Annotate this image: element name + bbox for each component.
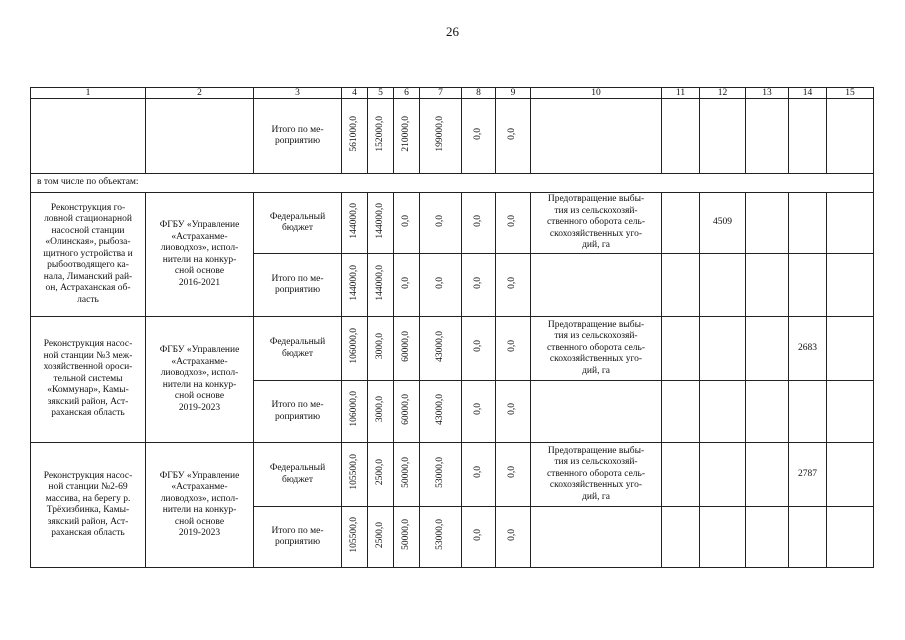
cell-c5: [368, 443, 394, 507]
cell-c6: [394, 193, 420, 254]
cell-c11: [662, 507, 700, 568]
cell-c14: [789, 381, 827, 443]
cell-c8: [462, 317, 496, 381]
cell-c8-text: 0,0: [472, 403, 483, 416]
cell-c8: [462, 193, 496, 254]
cell-c14: 2787: [789, 443, 827, 507]
cell-c9-text: 0,0: [507, 340, 518, 353]
column-header-11: 11: [662, 88, 700, 99]
cell-c8: [462, 254, 496, 317]
cell-c9-text: 0,0: [507, 403, 518, 416]
cell-c5: [368, 507, 394, 568]
cell-c12: [700, 381, 746, 443]
cell-c15: [827, 317, 874, 381]
column-header-3: 3: [254, 88, 342, 99]
table-row: [31, 193, 874, 254]
cell-c6-text: 60000,0: [400, 330, 411, 362]
table-row: [31, 443, 874, 507]
cell-c14: [789, 193, 827, 254]
column-header-4: 4: [342, 88, 368, 99]
cell-c12: [700, 99, 746, 174]
table-row: [31, 317, 874, 381]
column-header-1: 1: [31, 88, 146, 99]
cell-c7: [420, 317, 462, 381]
cell-c7-text: 53000,0: [434, 456, 445, 488]
cell-c8-text: 0,0: [472, 528, 483, 541]
cell-c4: [342, 317, 368, 381]
cell-c8-text: 0,0: [472, 466, 483, 479]
cell-c11: [662, 99, 700, 174]
cell-funding-label: Федеральный бюджет: [254, 193, 342, 254]
table-row: [31, 174, 874, 193]
cell-c13: [746, 193, 789, 254]
cell-c12: [700, 507, 746, 568]
cell-c11: [662, 381, 700, 443]
cell-c4-text: 144000,0: [348, 264, 359, 301]
cell-c11: [662, 443, 700, 507]
column-header-14: 14: [789, 88, 827, 99]
cell-c11: [662, 193, 700, 254]
cell-c9-text: 0,0: [507, 528, 518, 541]
cell-c7: [420, 507, 462, 568]
cell-c6: [394, 507, 420, 568]
cell-c9-text: 0,0: [507, 127, 518, 140]
cell-c4: [342, 381, 368, 443]
cell-c7: [420, 443, 462, 507]
cell-c12: 4509: [700, 193, 746, 254]
cell-c8-text: 0,0: [472, 340, 483, 353]
cell-c13: [746, 254, 789, 317]
cell-c5: [368, 254, 394, 317]
cell-funding-label: Федеральный бюджет: [254, 317, 342, 381]
column-header-8: 8: [462, 88, 496, 99]
cell-c6-text: 50000,0: [400, 519, 411, 551]
cell-c10: [531, 381, 662, 443]
cell-c6-text: 60000,0: [400, 393, 411, 425]
cell-c8: [462, 443, 496, 507]
cell-c14: [789, 99, 827, 174]
cell-c14: 2683: [789, 317, 827, 381]
cell-funding-label: Итого по ме- роприятию: [254, 507, 342, 568]
cell-c5: [368, 99, 394, 174]
cell-c6-text: 50000,0: [400, 456, 411, 488]
cell-object-executor: ФГБУ «Управление «Астраханме- лиоводхоз», испол- нители на конкур- сной основе 2019-2023: [146, 443, 254, 568]
cell-c7: [420, 254, 462, 317]
cell-c5: [368, 317, 394, 381]
cell-object-executor: ФГБУ «Управление «Астраханме- лиоводхоз», испол- нители на конкур- сной основе 2016-2021: [146, 193, 254, 317]
section-subheading: в том числе по объектам:: [31, 174, 874, 193]
cell-c12: [700, 443, 746, 507]
cell-c11: [662, 254, 700, 317]
cell-c15: [827, 254, 874, 317]
cell-c6: [394, 443, 420, 507]
cell-c15: [827, 443, 874, 507]
cell-c8: [462, 381, 496, 443]
cell-c9: [496, 317, 531, 381]
cell-c4-text: 561000,0: [348, 115, 359, 152]
cell-c7: [420, 193, 462, 254]
cell-c12: [700, 317, 746, 381]
page-number: 26: [446, 24, 459, 39]
cell-c4-text: 144000,0: [348, 202, 359, 239]
cell-c7-text: 199000,0: [434, 115, 445, 152]
cell-c4: [342, 254, 368, 317]
cell-c7: [420, 99, 462, 174]
cell-c9-text: 0,0: [507, 466, 518, 479]
column-header-2: 2: [146, 88, 254, 99]
cell-c9: [496, 99, 531, 174]
column-header-9: 9: [496, 88, 531, 99]
cell-c4: [342, 99, 368, 174]
cell-c5-text: 3000,0: [374, 333, 385, 360]
cell-object-name: Реконструкция насос- ной станции №2-69 массива, на берегу р. Трёхизбинка, Камы- зякский район, Аст- раханская область: [31, 443, 146, 568]
measures-table: [30, 87, 874, 568]
cell-funding-label: Итого по ме- роприятию: [254, 254, 342, 317]
cell-c7-text: 43000,0: [434, 330, 445, 362]
cell-c7-text: 0,0: [434, 276, 445, 289]
cell-c5: [368, 193, 394, 254]
cell-funding-label: Итого по ме- роприятию: [254, 381, 342, 443]
cell-c6-text: 210000,0: [400, 115, 411, 152]
cell-c9: [496, 381, 531, 443]
cell-c7-text: 43000,0: [434, 393, 445, 425]
cell-c8: [462, 99, 496, 174]
column-header-12: 12: [700, 88, 746, 99]
cell-c10: Предотвращение выбы- тия из сельскохозяй- ственного оборота сель- скохозяйственных уго- дий, га: [531, 317, 662, 381]
cell-executor: [146, 99, 254, 174]
cell-c4-text: 105500,0: [348, 454, 359, 491]
cell-name: [31, 99, 146, 174]
cell-c12: [700, 254, 746, 317]
cell-c9: [496, 193, 531, 254]
cell-c5-text: 144000,0: [374, 202, 385, 239]
cell-c9-text: 0,0: [507, 214, 518, 227]
cell-c14: [789, 254, 827, 317]
column-header-5: 5: [368, 88, 394, 99]
cell-c4: [342, 443, 368, 507]
cell-object-name: Реконструкция насос- ной станции №3 меж- хозяйственной ороси- тельной системы «Коммунар», Камы- зякский район, Аст- раханская область: [31, 317, 146, 443]
cell-c8-text: 0,0: [472, 276, 483, 289]
cell-c10: Предотвращение выбы- тия из сельскохозяй- ственного оборота сель- скохозяйственных уго- дий, га: [531, 193, 662, 254]
cell-c9-text: 0,0: [507, 276, 518, 289]
cell-c6-text: 0,0: [400, 214, 411, 227]
cell-object-executor: ФГБУ «Управление «Астраханме- лиоводхоз», испол- нители на конкур- сной основе 2019-2023: [146, 317, 254, 443]
cell-c5-text: 152000,0: [374, 115, 385, 152]
cell-c5-text: 2500,0: [374, 521, 385, 548]
cell-c4-text: 106000,0: [348, 391, 359, 428]
cell-c4: [342, 507, 368, 568]
header-row: [31, 88, 874, 99]
cell-c5-text: 2500,0: [374, 459, 385, 486]
cell-c13: [746, 507, 789, 568]
cell-c8: [462, 507, 496, 568]
cell-c7-text: 0,0: [434, 214, 445, 227]
cell-c4-text: 106000,0: [348, 328, 359, 365]
cell-c6: [394, 381, 420, 443]
cell-c10: [531, 507, 662, 568]
cell-c6: [394, 99, 420, 174]
cell-c7: [420, 381, 462, 443]
cell-c14: [789, 507, 827, 568]
cell-c15: [827, 193, 874, 254]
cell-c4: [342, 193, 368, 254]
cell-c8-text: 0,0: [472, 214, 483, 227]
table-row: [31, 99, 874, 174]
cell-funding-label: Федеральный бюджет: [254, 443, 342, 507]
cell-c6: [394, 254, 420, 317]
cell-c13: [746, 381, 789, 443]
cell-object-name: Реконструкция го- ловной стационарной насосной станции «Олинская», рыбоза- щитного устройства и рыбоотводящего ка- нала, Лиманский рай- он, Астраханская об- ласть: [31, 193, 146, 317]
cell-c9: [496, 507, 531, 568]
column-header-10: 10: [531, 88, 662, 99]
cell-c7-text: 53000,0: [434, 519, 445, 551]
cell-c15: [827, 507, 874, 568]
cell-c10: Предотвращение выбы- тия из сельскохозяй- ственного оборота сель- скохозяйственных уго- дий, га: [531, 443, 662, 507]
cell-c5-text: 3000,0: [374, 396, 385, 423]
cell-c9: [496, 443, 531, 507]
column-header-7: 7: [420, 88, 462, 99]
cell-c4-text: 105500,0: [348, 516, 359, 553]
cell-c6-text: 0,0: [400, 276, 411, 289]
cell-c15: [827, 99, 874, 174]
cell-c5: [368, 381, 394, 443]
cell-c11: [662, 317, 700, 381]
cell-c13: [746, 317, 789, 381]
cell-c13: [746, 443, 789, 507]
cell-c15: [827, 381, 874, 443]
cell-funding-label: Итого по ме- роприятию: [254, 99, 342, 174]
column-header-15: 15: [827, 88, 874, 99]
column-header-13: 13: [746, 88, 789, 99]
cell-c10: [531, 99, 662, 174]
cell-c5-text: 144000,0: [374, 264, 385, 301]
column-header-6: 6: [394, 88, 420, 99]
cell-c10: [531, 254, 662, 317]
cell-c13: [746, 99, 789, 174]
cell-c6: [394, 317, 420, 381]
cell-c9: [496, 254, 531, 317]
cell-c8-text: 0,0: [472, 127, 483, 140]
